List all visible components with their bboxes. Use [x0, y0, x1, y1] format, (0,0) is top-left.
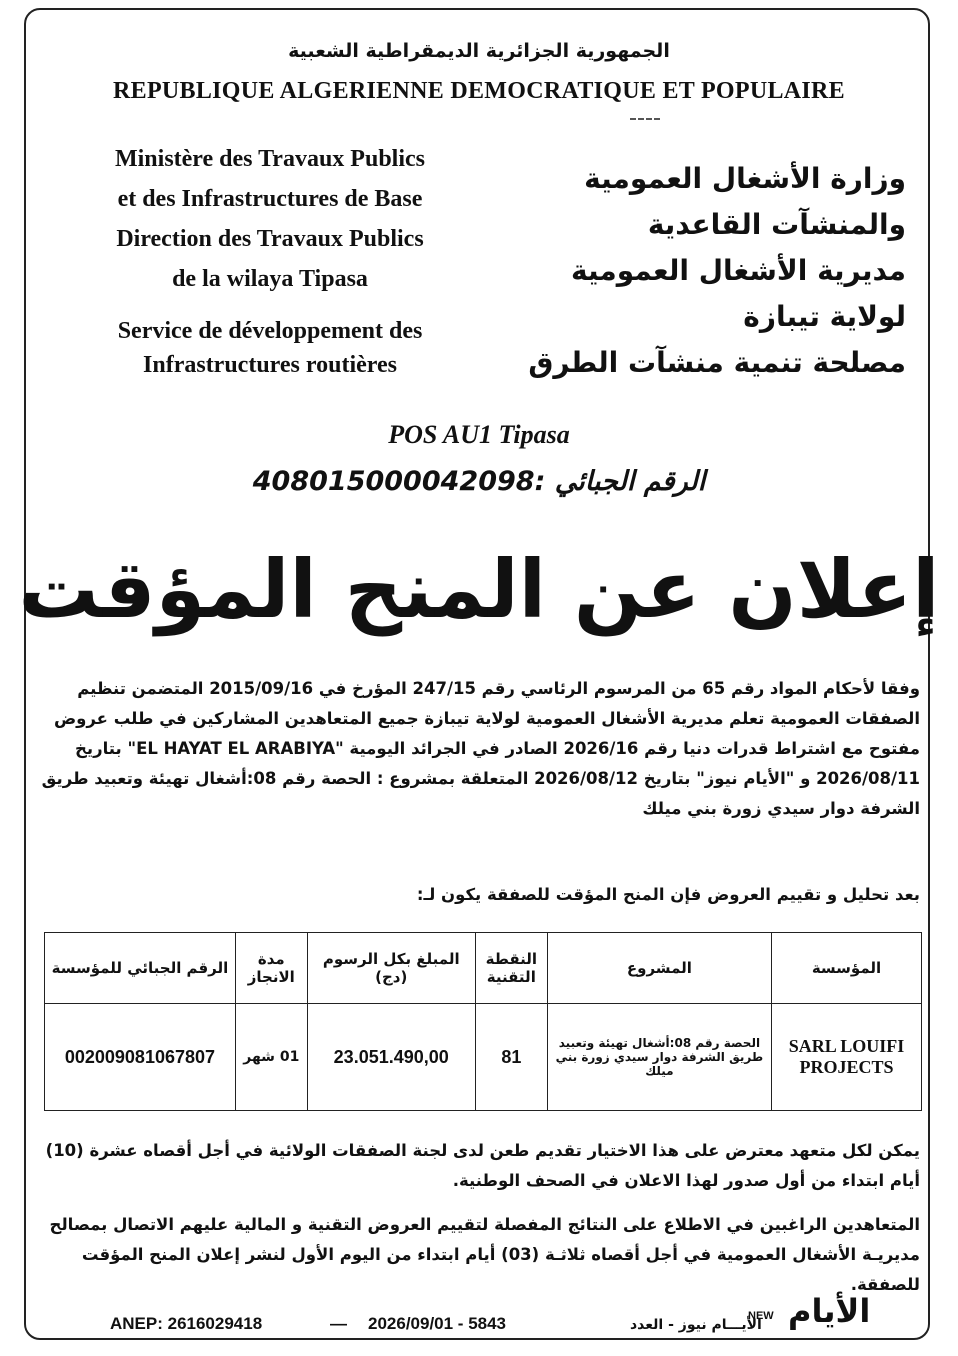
ministry-arabic-line-2: والمنشآت القاعدية: [647, 208, 906, 241]
service-line-2: Infrastructures routières: [143, 352, 397, 378]
cell-enterprise: SARL LOUIFI PROJECTS: [772, 1004, 922, 1111]
pos-label: POS AU1 Tipasa: [388, 420, 570, 449]
newspaper-logo: [748, 1292, 878, 1336]
decorative-dash: [630, 118, 660, 120]
table-row: [45, 1004, 922, 1111]
footer-newspaper: الأيـــام نيوز - العدد: [630, 1317, 762, 1333]
legal-paragraph: وفقا لأحكام المواد رقم 65 من المرسوم الرئاسي رقم 247/15 المؤرخ في 2015/09/16 المتضمن تنظيم الصفقات العمومية تعلم مديرية الأشغال العمومية لولاية تيبازة جميع المتعاهدين المشاركين في طلب عروض مفتوح مع اشتراط قدرات دنيا رقم 2026/16 الصادر في الجرائد اليومية "EL HAYAT EL ARABIYA" بتاريخ 2026/08/11 و "الأيام نيوز" بتاريخ 2026/08/12 المتعلقة بمشروع : الحصة رقم 08:أشغال تهيئة وتعبيد طريق الشرفة دوار سيدي زورة بني ميلك: [41, 679, 920, 818]
fiscal-id: الرقم الجبائي :408015000042098: [252, 466, 706, 497]
ministry-arabic-line-1: وزارة الأشغال العمومية: [584, 162, 906, 195]
french-republic-heading: REPUBLIQUE ALGERIENNE DEMOCRATIQUE ET POPULAIRE: [113, 78, 845, 104]
footer-anep: ANEP: 2616029418: [110, 1314, 263, 1333]
direction-line-2: de la wilaya Tipasa: [172, 266, 368, 292]
footer-issue: 2026/09/01 - 5843: [368, 1314, 507, 1333]
header-technical-score: النقطة التقنية: [475, 933, 547, 1004]
logo-name: الأيام: [788, 1292, 871, 1330]
footer-separator: —: [330, 1314, 347, 1333]
ministry-line-2: et des Infrastructures de Base: [117, 186, 423, 212]
cell-project: الحصة رقم 08:أشغال تهيئة وتعبيد طريق الشرفة دوار سيدي زورة بني ميلك: [547, 1004, 771, 1111]
header-project: المشروع: [547, 933, 771, 1004]
arabic-republic-heading: الجمهورية الجزائرية الديمقراطية الشعبية: [288, 40, 670, 62]
award-table: [44, 932, 922, 1111]
header-duration: مدة الانجاز: [235, 933, 307, 1004]
header-enterprise: المؤسسة: [772, 933, 922, 1004]
award-intro: بعد تحليل و تقييم العروض فإن المنح المؤقت للصفقة يكون لـ:: [416, 885, 920, 904]
service-arabic-line: مصلحة تنمية منشآت الطرق: [528, 346, 906, 379]
direction-line-1: Direction des Travaux Publics: [116, 226, 424, 252]
ministry-line-1: Ministère des Travaux Publics: [114, 146, 425, 172]
consultation-paragraph: المتعاهدين الراغبين في الاطلاع على النتائج المفصلة لتقييم العروض التقنية و المالية عليهم الاتصال بمصالح مديريـة الأشغال العمومية في أجل أقصاه ثلاثـة (03) أيام ابتداء من اليوم الأول لنشر إعلان المنح المؤقت للصفقة.: [49, 1215, 920, 1294]
cell-amount: 23.051.490,00: [307, 1004, 475, 1111]
appeal-paragraph: يمكن لكل متعهد معترض على هذا الاختيار تقديم طعن لدى لجنة الصفقات الولائية في أجل أقصاه عشرة (10) أيام ابتداء من أول صدور لهذا الاعلان في الصحف الوطنية.: [45, 1141, 920, 1190]
announcement-title: إعلان عن المنح المؤقت: [18, 543, 940, 636]
cell-technical-score: 81: [475, 1004, 547, 1111]
header-fiscal: الرقم الجبائي للمؤسسة: [45, 933, 236, 1004]
service-line-1: Service de développement des: [117, 318, 423, 344]
header-amount: المبلغ بكل الرسوم (دج): [307, 933, 475, 1004]
cell-fiscal: 002009081067807: [45, 1004, 236, 1111]
table-header-row: [45, 933, 922, 1004]
cell-duration: 01 شهر: [235, 1004, 307, 1111]
logo-new-label: NEW: [748, 1310, 774, 1322]
direction-arabic-line-1: مديرية الأشغال العمومية: [570, 254, 906, 287]
direction-arabic-line-2: لولاية تيبازة: [743, 300, 906, 333]
